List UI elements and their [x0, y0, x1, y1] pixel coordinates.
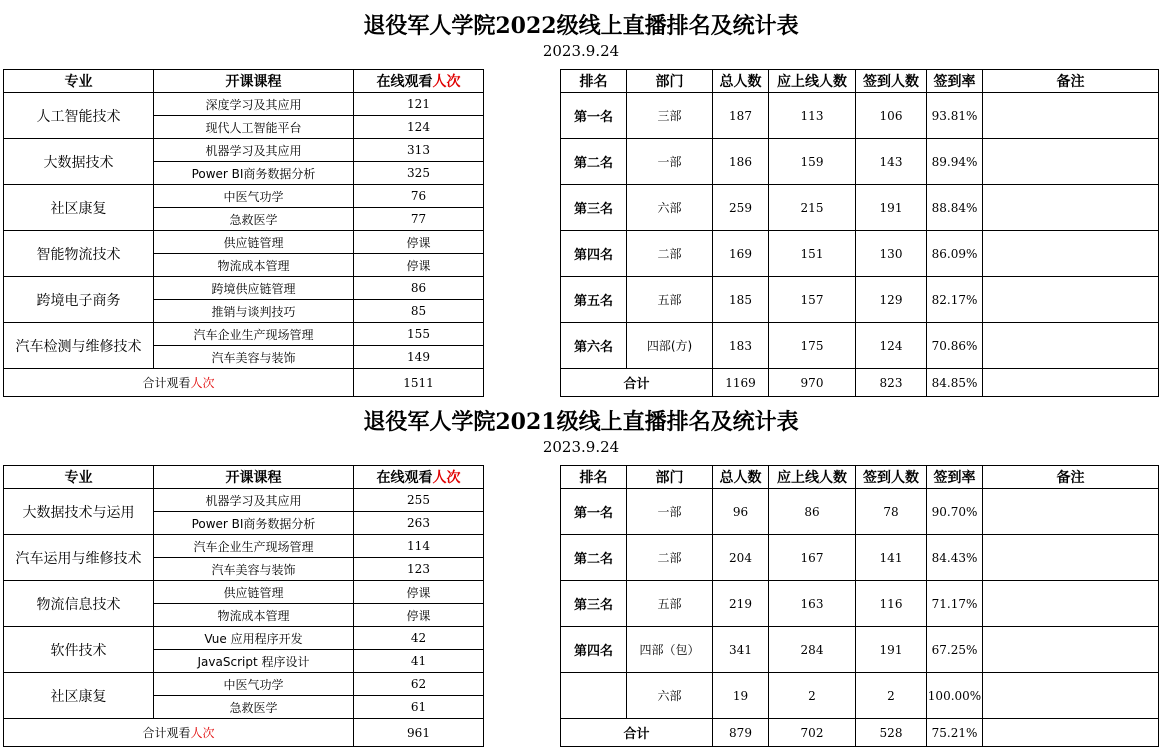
expected-cell: 175 — [769, 323, 856, 369]
remark-cell — [983, 139, 1159, 185]
signed-cell: 106 — [856, 93, 927, 139]
views-cell: 41 — [354, 650, 484, 673]
total-views-label: 合计观看人次 — [4, 369, 354, 397]
course-cell: 中医气功学 — [154, 185, 354, 208]
expected-cell: 284 — [769, 627, 856, 673]
total-cell: 169 — [713, 231, 769, 277]
total-cell: 186 — [713, 139, 769, 185]
views-cell: 263 — [354, 512, 484, 535]
rank-cell: 第六名 — [561, 323, 627, 369]
views-cell: 停课 — [354, 604, 484, 627]
remark-cell — [983, 627, 1159, 673]
course-cell: 物流成本管理 — [154, 254, 354, 277]
rate-cell: 88.84% — [927, 185, 983, 231]
header-major: 专业 — [4, 70, 154, 93]
course-cell: Power BI商务数据分析 — [154, 162, 354, 185]
views-cell: 86 — [354, 277, 484, 300]
expected-cell: 215 — [769, 185, 856, 231]
header-expected: 应上线人数 — [769, 70, 856, 93]
views-cell: 61 — [354, 696, 484, 719]
stats-table-2021 — [3, 465, 1159, 747]
rate-cell: 90.70% — [927, 489, 983, 535]
rate-cell: 67.25% — [927, 627, 983, 673]
major-cell: 人工智能技术 — [4, 93, 154, 139]
header-views: 在线观看人次 — [354, 70, 484, 93]
total-expected: 702 — [769, 719, 856, 747]
signed-cell: 116 — [856, 581, 927, 627]
expected-cell: 151 — [769, 231, 856, 277]
dept-cell: 五部 — [627, 581, 713, 627]
dept-cell: 二部 — [627, 535, 713, 581]
rank-cell: 第二名 — [561, 535, 627, 581]
views-cell: 313 — [354, 139, 484, 162]
total-cell: 19 — [713, 673, 769, 719]
rank-cell: 第一名 — [561, 93, 627, 139]
header-major: 专业 — [4, 466, 154, 489]
total-rate: 75.21% — [927, 719, 983, 747]
dept-cell: 四部（包） — [627, 627, 713, 673]
total-views-value: 1511 — [354, 369, 484, 397]
course-cell: 深度学习及其应用 — [154, 93, 354, 116]
expected-cell: 167 — [769, 535, 856, 581]
major-cell: 跨境电子商务 — [4, 277, 154, 323]
course-cell: 汽车企业生产现场管理 — [154, 323, 354, 346]
header-total: 总人数 — [713, 466, 769, 489]
header-signed: 签到人数 — [856, 466, 927, 489]
course-cell: Power BI商务数据分析 — [154, 512, 354, 535]
header-rate: 签到率 — [927, 70, 983, 93]
total-views-value: 961 — [354, 719, 484, 747]
dept-cell: 一部 — [627, 139, 713, 185]
table-title: 退役军人学院2021级线上直播排名及统计表 — [363, 409, 799, 435]
rank-cell: 第三名 — [561, 581, 627, 627]
signed-cell: 130 — [856, 231, 927, 277]
course-cell: 汽车美容与装饰 — [154, 558, 354, 581]
dept-cell: 六部 — [627, 673, 713, 719]
dept-cell: 一部 — [627, 489, 713, 535]
signed-cell: 141 — [856, 535, 927, 581]
total-cell: 183 — [713, 323, 769, 369]
header-signed: 签到人数 — [856, 70, 927, 93]
views-cell: 85 — [354, 300, 484, 323]
header-rank: 排名 — [561, 466, 627, 489]
rank-cell: 第一名 — [561, 489, 627, 535]
course-cell: 供应链管理 — [154, 231, 354, 254]
total-total: 879 — [713, 719, 769, 747]
header-rank: 排名 — [561, 70, 627, 93]
rate-cell: 93.81% — [927, 93, 983, 139]
total-expected: 970 — [769, 369, 856, 397]
views-cell: 77 — [354, 208, 484, 231]
major-cell: 社区康复 — [4, 673, 154, 719]
total-cell: 259 — [713, 185, 769, 231]
views-cell: 62 — [354, 673, 484, 696]
header-rate: 签到率 — [927, 466, 983, 489]
rate-cell: 86.09% — [927, 231, 983, 277]
rank-cell: 第三名 — [561, 185, 627, 231]
views-cell: 76 — [354, 185, 484, 208]
remark-cell — [983, 673, 1159, 719]
rate-cell: 84.43% — [927, 535, 983, 581]
stats-table-2022 — [3, 69, 1159, 397]
rank-cell: 第二名 — [561, 139, 627, 185]
course-cell: 供应链管理 — [154, 581, 354, 604]
total-cell: 341 — [713, 627, 769, 673]
expected-cell: 163 — [769, 581, 856, 627]
major-cell: 智能物流技术 — [4, 231, 154, 277]
views-cell: 42 — [354, 627, 484, 650]
table-title: 退役军人学院2022级线上直播排名及统计表 — [363, 13, 799, 39]
major-cell: 汽车检测与维修技术 — [4, 323, 154, 369]
views-cell: 123 — [354, 558, 484, 581]
signed-cell: 78 — [856, 489, 927, 535]
rate-cell: 70.86% — [927, 323, 983, 369]
total-cell: 187 — [713, 93, 769, 139]
rank-cell — [561, 673, 627, 719]
rank-cell: 第四名 — [561, 231, 627, 277]
total-total: 1169 — [713, 369, 769, 397]
course-cell: 跨境供应链管理 — [154, 277, 354, 300]
course-cell: 急救医学 — [154, 696, 354, 719]
remark-cell — [983, 93, 1159, 139]
course-cell: 推销与谈判技巧 — [154, 300, 354, 323]
header-views: 在线观看人次 — [354, 466, 484, 489]
major-cell: 大数据技术与运用 — [4, 489, 154, 535]
dept-cell: 六部 — [627, 185, 713, 231]
total-label: 合计 — [561, 719, 713, 747]
major-cell: 软件技术 — [4, 627, 154, 673]
header-dept: 部门 — [627, 466, 713, 489]
dept-cell: 四部(方) — [627, 323, 713, 369]
rate-cell: 82.17% — [927, 277, 983, 323]
signed-cell: 124 — [856, 323, 927, 369]
rank-cell: 第四名 — [561, 627, 627, 673]
header-dept: 部门 — [627, 70, 713, 93]
course-cell: 急救医学 — [154, 208, 354, 231]
course-cell: 物流成本管理 — [154, 604, 354, 627]
major-cell: 物流信息技术 — [4, 581, 154, 627]
remark-cell — [983, 535, 1159, 581]
signed-cell: 191 — [856, 185, 927, 231]
views-cell: 停课 — [354, 581, 484, 604]
rate-cell: 89.94% — [927, 139, 983, 185]
header-course: 开课课程 — [154, 466, 354, 489]
header-total: 总人数 — [713, 70, 769, 93]
total-signed: 823 — [856, 369, 927, 397]
course-cell: Vue 应用程序开发 — [154, 627, 354, 650]
remark-cell — [983, 185, 1159, 231]
expected-cell: 113 — [769, 93, 856, 139]
signed-cell: 143 — [856, 139, 927, 185]
header-remark: 备注 — [983, 70, 1159, 93]
total-signed: 528 — [856, 719, 927, 747]
total-rate: 84.85% — [927, 369, 983, 397]
major-cell: 社区康复 — [4, 185, 154, 231]
total-cell: 204 — [713, 535, 769, 581]
views-cell: 121 — [354, 93, 484, 116]
remark-cell — [983, 581, 1159, 627]
total-remark — [983, 719, 1159, 747]
dept-cell: 五部 — [627, 277, 713, 323]
views-cell: 124 — [354, 116, 484, 139]
signed-cell: 129 — [856, 277, 927, 323]
expected-cell: 2 — [769, 673, 856, 719]
dept-cell: 二部 — [627, 231, 713, 277]
views-cell: 停课 — [354, 254, 484, 277]
dept-cell: 三部 — [627, 93, 713, 139]
views-cell: 停课 — [354, 231, 484, 254]
course-cell: 现代人工智能平台 — [154, 116, 354, 139]
course-cell: JavaScript 程序设计 — [154, 650, 354, 673]
major-cell: 汽车运用与维修技术 — [4, 535, 154, 581]
views-cell: 325 — [354, 162, 484, 185]
course-cell: 机器学习及其应用 — [154, 489, 354, 512]
remark-cell — [983, 489, 1159, 535]
header-remark: 备注 — [983, 466, 1159, 489]
total-remark — [983, 369, 1159, 397]
course-cell: 中医气功学 — [154, 673, 354, 696]
header-expected: 应上线人数 — [769, 466, 856, 489]
remark-cell — [983, 277, 1159, 323]
header-course: 开课课程 — [154, 70, 354, 93]
signed-cell: 191 — [856, 627, 927, 673]
rate-cell: 71.17% — [927, 581, 983, 627]
expected-cell: 159 — [769, 139, 856, 185]
course-cell: 汽车美容与装饰 — [154, 346, 354, 369]
remark-cell — [983, 231, 1159, 277]
total-cell: 219 — [713, 581, 769, 627]
views-cell: 149 — [354, 346, 484, 369]
expected-cell: 86 — [769, 489, 856, 535]
signed-cell: 2 — [856, 673, 927, 719]
remark-cell — [983, 323, 1159, 369]
views-cell: 114 — [354, 535, 484, 558]
total-cell: 185 — [713, 277, 769, 323]
total-views-label: 合计观看人次 — [4, 719, 354, 747]
course-cell: 汽车企业生产现场管理 — [154, 535, 354, 558]
major-cell: 大数据技术 — [4, 139, 154, 185]
rank-cell: 第五名 — [561, 277, 627, 323]
total-cell: 96 — [713, 489, 769, 535]
rate-cell: 100.00% — [927, 673, 983, 719]
expected-cell: 157 — [769, 277, 856, 323]
views-cell: 255 — [354, 489, 484, 512]
table-date: 2023.9.24 — [542, 438, 620, 456]
course-cell: 机器学习及其应用 — [154, 139, 354, 162]
views-cell: 155 — [354, 323, 484, 346]
total-label: 合计 — [561, 369, 713, 397]
table-date: 2023.9.24 — [542, 42, 620, 60]
